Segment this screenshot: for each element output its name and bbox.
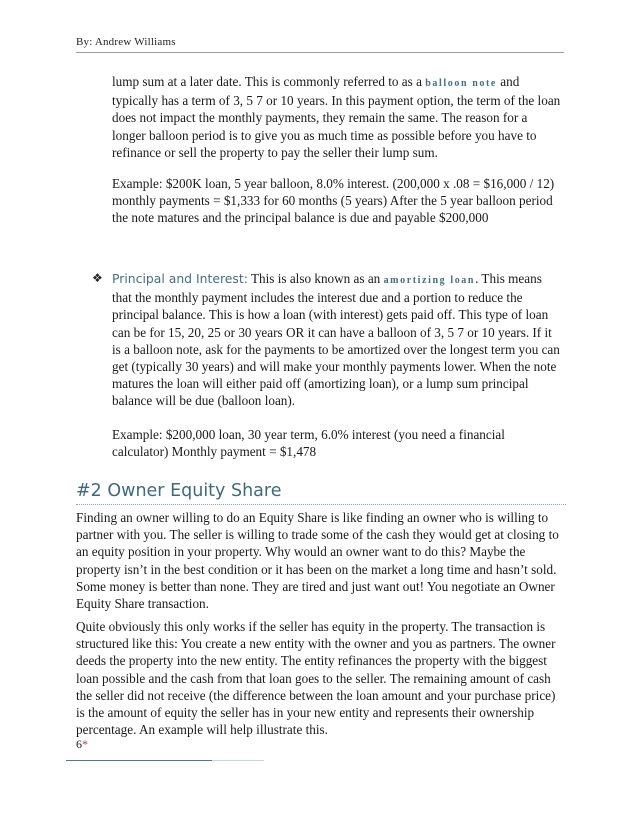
- page-header-author: By: Andrew Williams: [76, 36, 176, 48]
- principal-interest-title: Principal and Interest:: [112, 271, 248, 286]
- equity-share-paragraph-2: Quite obviously this only works if the seller has equity in the property. The transaction is structured like this: You create a new entity with the owner and you as partners. The owner deeds the property into the new entity. The entity refinances the property with the biggest loan possible and the cash from that loan goes to the seller. The remaining amount of cash the seller did not receive (the difference between the loan amount and your purchase price) is the amount of equity the seller has in your new entity and represents their ownership percentage. An example will help illustrate this.: [76, 619, 556, 738]
- footer-rule-faint: [212, 760, 264, 761]
- balloon-note-term: balloon note: [425, 78, 497, 89]
- balloon-paragraph-post: and typically has a term of 3, 5 7 or 10 years. In this payment option, the term of the loan does not impact the monthly payments, they remain the same. The reason for a longer balloon period is to give you as much time as possible before you have to refinance or sell the property to pay the seller their lump sum.: [112, 74, 561, 160]
- section-divider: [76, 504, 566, 505]
- principal-interest-example: Example: $200,000 loan, 30 year term, 6.0% interest (you need a financial calculator) Monthly payment = $1,478: [112, 426, 505, 459]
- principal-interest-paragraph: [112, 270, 562, 410]
- balloon-paragraph: [112, 73, 562, 161]
- balloon-example: Example: $200K loan, 5 year balloon, 8.0% interest. (200,000 x .08 = $16,000 / 12) monthly payments = $1,333 for 60 months (5 years) After the 5 year balloon period the note matures and the principal balance is due and payable $200,000: [112, 176, 555, 226]
- principal-interest-pre: This is also known as an: [247, 271, 384, 286]
- principal-interest-post: . This means that the monthly payment includes the interest due and a portion to reduce the principal balance. This is how a loan (with interest) gets paid off. This type of loan can be for 15, 20, 25 or 30 years OR it can have a balloon of 3, 5 7 or 10 years. If it is a balloon note, ask for the payments to be amortized over the longest term you can get (typically 30 years) and will make your monthly payments lower. When the note matures the loan will either paid off (amortizing loan), or a lump sum principal balance will be due (balloon loan).: [112, 271, 560, 409]
- header-divider: [76, 52, 564, 53]
- page-number: [76, 737, 88, 752]
- page-marker-icon: *: [82, 737, 88, 751]
- footer-rule: [66, 760, 212, 761]
- page-number-value: 6: [76, 737, 82, 751]
- diamond-bullet-icon: ❖: [92, 271, 103, 285]
- principal-interest-body: [112, 270, 562, 460]
- section-heading: #2 Owner Equity Share: [76, 481, 282, 501]
- amortizing-loan-term: amortizing loan: [383, 275, 476, 286]
- equity-share-paragraph-1: Finding an owner willing to do an Equity Share is like finding an owner who is willing to partner with you. The seller is willing to trade some of the cash they would get at closing to an equity position in your property. Why would an owner want to do this? Maybe the property isn’t in the best condition or it has been on the market a long time and hasn’t sold. Some money is better than none. They are tired and just want out! You negotiate an Owner Equity Share transaction.: [76, 510, 559, 612]
- balloon-paragraph-pre: lump sum at a later date. This is commonly referred to as a: [112, 74, 426, 89]
